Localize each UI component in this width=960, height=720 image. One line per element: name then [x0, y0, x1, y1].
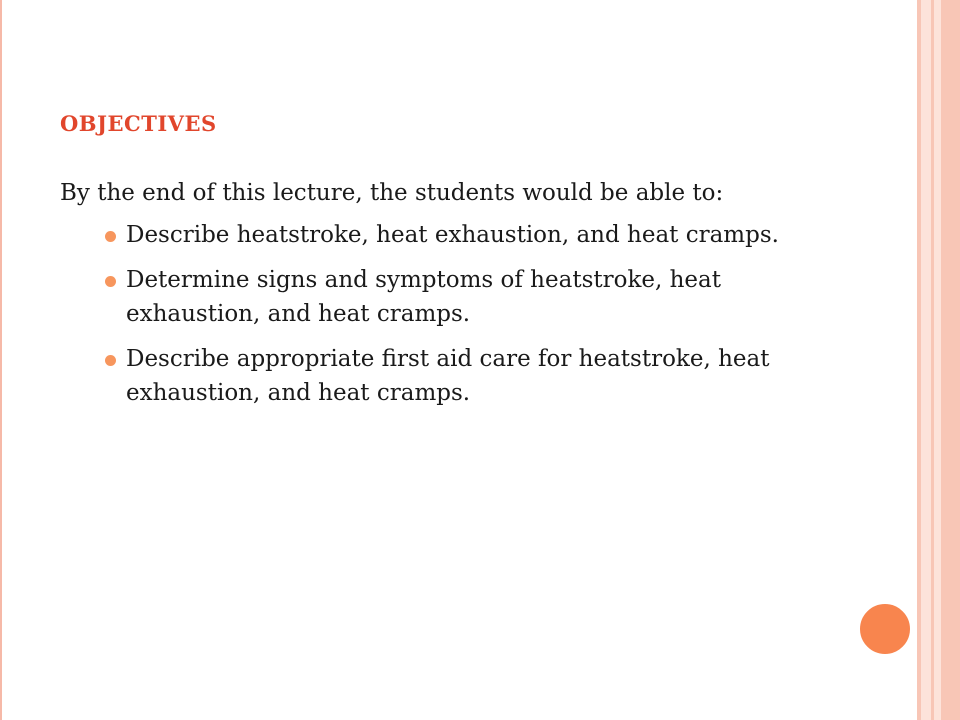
- decorative-stripe: [941, 0, 960, 720]
- left-border-line: [0, 0, 2, 720]
- bullet-dot-icon: [105, 355, 116, 366]
- list-item: [60, 263, 820, 331]
- list-item-text: Describe appropriate first aid care for heatstroke, heat exhaustion, and heat cramps.: [126, 346, 770, 406]
- accent-circle-icon: [856, 600, 914, 658]
- list-item-text: Describe heatstroke, heat exhaustion, and heat cramps.: [126, 222, 779, 248]
- list-item-text: Determine signs and symptoms of heatstroke, heat exhaustion, and heat cramps.: [126, 267, 722, 327]
- list-item: [60, 218, 820, 252]
- bullet-dot-icon: [105, 231, 116, 242]
- decorative-stripe: [934, 0, 941, 720]
- bullet-dot-icon: [105, 276, 116, 287]
- objectives-list: [60, 218, 820, 410]
- intro-text: By the end of this lecture, the students would be able to:: [60, 180, 724, 206]
- decorative-stripe: [921, 0, 931, 720]
- slide-body: [60, 176, 820, 421]
- slide-title: OBJECTIVES: [60, 111, 217, 136]
- list-item: [60, 342, 820, 410]
